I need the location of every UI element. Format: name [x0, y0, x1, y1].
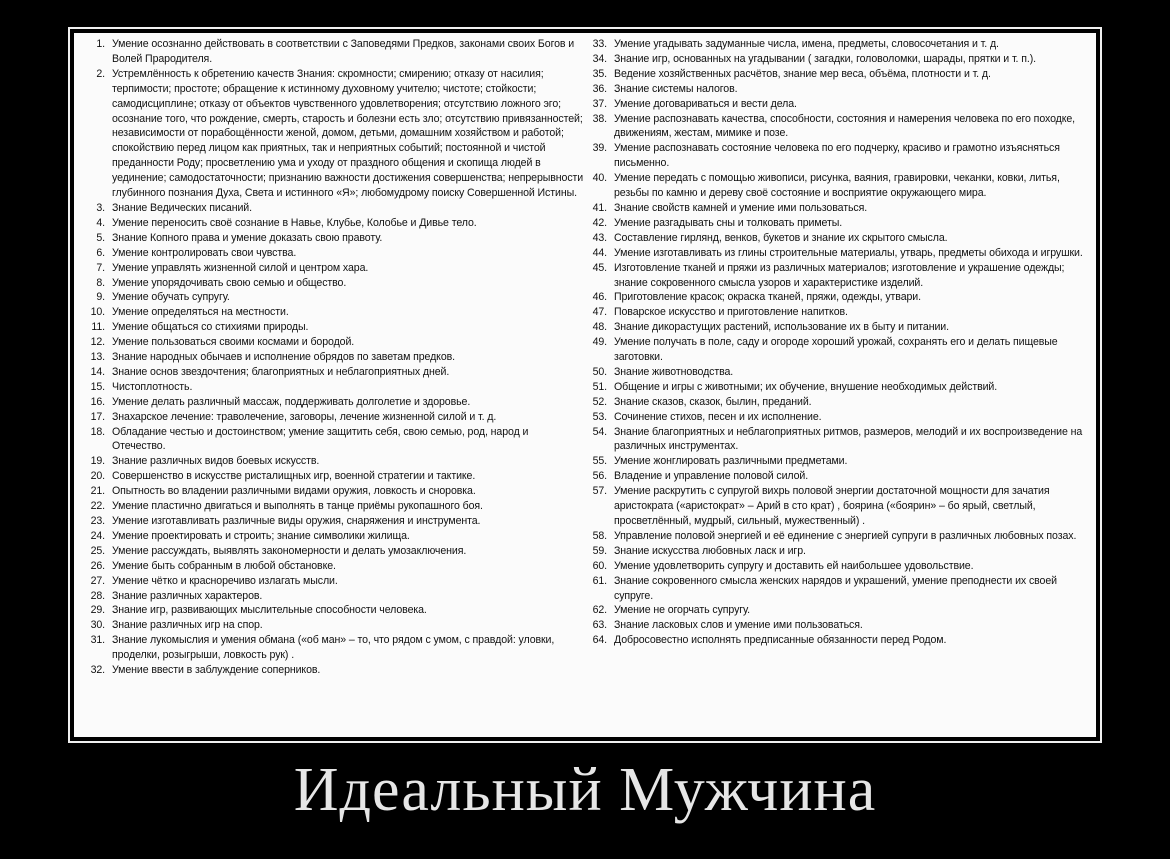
item-number: 12. — [90, 336, 105, 349]
item-text: Умение пластично двигаться и выполнять в танце приёмы рукопашного боя. — [112, 500, 483, 513]
item-text: Составление гирлянд, венков, букетов и знание их скрытого смысла. — [614, 231, 948, 244]
item-number: 33. — [592, 38, 607, 50]
list-item — [582, 52, 1092, 67]
item-number: 13. — [90, 351, 105, 364]
item-number: 20. — [90, 470, 105, 483]
item-text: Умение быть собранным в любой обстановке. — [112, 559, 336, 572]
list-item — [80, 350, 584, 365]
item-number: 35. — [592, 67, 607, 80]
item-text: Умение разгадывать сны и толковать приметы. — [614, 216, 843, 229]
list-item — [582, 82, 1092, 97]
item-number: 45. — [592, 261, 607, 274]
item-text: Умение обучать супругу. — [112, 291, 230, 304]
list-item — [582, 231, 1092, 246]
list-item — [582, 97, 1092, 112]
list-item — [582, 425, 1092, 455]
text-panel — [74, 33, 1096, 737]
item-text: Знание ласковых слов и умение ими пользоваться. — [614, 619, 863, 632]
item-number: 55. — [592, 455, 607, 468]
item-number: 58. — [592, 529, 607, 542]
right-column — [582, 37, 1092, 648]
item-number: 15. — [90, 380, 105, 393]
item-text: Умение жонглировать различными предметами. — [614, 455, 848, 468]
item-text: Знание сокровенного смысла женских нарядов и украшений, умение преподнести их своей супруге. — [614, 574, 1057, 602]
list-item — [80, 246, 584, 261]
item-number: 32. — [90, 664, 105, 677]
item-text: Знание благоприятных и неблагоприятных ритмов, размеров, мелодий и их воспроизведение на различных инструментах. — [614, 425, 1083, 453]
item-text: Совершенство в искусстве ристалищных игр, военной стратегии и тактике. — [112, 470, 476, 483]
item-number: 3. — [96, 201, 105, 214]
list-item — [582, 380, 1092, 395]
item-text: Обладание честью и достоинством; умение защитить себя, свою семью, род, народ и Отечество. — [112, 425, 529, 453]
item-text: Знание народных обычаев и исполнение обрядов по заветам предков. — [112, 351, 455, 364]
list-item — [80, 276, 584, 291]
item-text: Умение рассуждать, выявлять закономерности и делать умозаключения. — [112, 544, 467, 557]
item-text: Умение переносить своё сознание в Навье, Клубье, Колобье и Дивье тело. — [112, 216, 477, 229]
list-item — [80, 589, 584, 604]
item-number: 57. — [592, 485, 607, 498]
list-item — [582, 633, 1092, 648]
item-text: Приготовление красок; окраска тканей, пряжи, одежды, утвари. — [614, 291, 921, 304]
list-item — [582, 365, 1092, 380]
list-item — [582, 261, 1092, 291]
item-text: Умение не огорчать супругу. — [614, 604, 751, 617]
list-item — [582, 335, 1092, 365]
item-number: 6. — [96, 246, 105, 259]
item-number: 10. — [90, 306, 105, 319]
list-item — [582, 544, 1092, 559]
item-text: Поварское искусство и приготовление напитков. — [614, 306, 848, 319]
item-number: 24. — [90, 529, 105, 542]
list-item — [582, 559, 1092, 574]
item-number: 48. — [592, 321, 607, 334]
item-number: 50. — [592, 365, 607, 378]
list-item — [582, 112, 1092, 142]
item-text: Умение чётко и красноречиво излагать мысли. — [112, 574, 338, 587]
item-number: 52. — [592, 395, 607, 408]
list-item — [582, 305, 1092, 320]
item-text: Знание игр, развивающих мыслительные способности человека. — [112, 604, 427, 617]
list-item — [80, 514, 584, 529]
list-item — [582, 246, 1092, 261]
item-text: Умение удовлетворить супругу и доставить ей наибольшее удовольствие. — [614, 559, 974, 572]
list-item — [80, 603, 584, 618]
item-text: Владение и управление половой силой. — [614, 470, 809, 483]
item-number: 19. — [90, 455, 105, 468]
item-number: 46. — [592, 291, 607, 304]
list-item — [582, 410, 1092, 425]
item-text: Управление половой энергией и её единение с энергией супруги в различных любовных позах. — [614, 529, 1077, 542]
item-number: 9. — [96, 291, 105, 304]
item-text: Умение распознавать качества, способности, состояния и намерения человека по его походке, движениям, жестам, мимике и позе. — [614, 112, 1075, 140]
item-number: 8. — [96, 276, 105, 289]
list-item — [80, 633, 584, 663]
item-number: 2. — [96, 67, 105, 80]
list-item — [582, 454, 1092, 469]
item-number: 41. — [592, 201, 607, 214]
item-text: Знание Ведических писаний. — [112, 201, 252, 214]
poster-caption: Идеальный Мужчина — [293, 756, 877, 824]
list-item — [80, 544, 584, 559]
item-text: Умение изготавливать из глины строительные материалы, утварь, предметы обихода и игрушки. — [614, 246, 1083, 259]
item-text: Умение раскрутить с супругой вихрь половой энергии достаточной мощности для зачатия аристократа («аристократ» – Арий в сто крат) , боярина («боярин» – бо ярый, светлый, просветлённый, мудрый, сильный, мужественный) . — [614, 485, 1050, 527]
list-item — [582, 171, 1092, 201]
item-number: 31. — [90, 634, 105, 647]
item-text: Знание сказов, сказок, былин, преданий. — [614, 395, 812, 408]
item-number: 21. — [90, 485, 105, 498]
list-item — [582, 320, 1092, 335]
item-text: Умение упорядочивать свою семью и общество. — [112, 276, 347, 289]
list-item — [582, 529, 1092, 544]
item-number: 64. — [592, 634, 607, 647]
item-text: Умение осознанно действовать в соответствии с Заповедями Предков, законами своих Богов и Волей Прародителя. — [112, 38, 575, 65]
list-item — [80, 67, 584, 201]
item-text: Знание дикорастущих растений, использование их в быту и питании. — [614, 321, 949, 334]
item-text: Ведение хозяйственных расчётов, знание мер веса, объёма, плотности и т. д. — [614, 67, 991, 80]
list-item — [80, 499, 584, 514]
item-number: 4. — [96, 216, 105, 229]
item-number: 5. — [96, 231, 105, 244]
item-text: Чистоплотность. — [112, 380, 193, 393]
item-text: Умение управлять жизненной силой и центром хара. — [112, 261, 369, 274]
list-item — [80, 484, 584, 499]
item-text: Знание различных видов боевых искусств. — [112, 455, 320, 468]
list-item — [80, 320, 584, 335]
item-number: 28. — [90, 589, 105, 602]
item-number: 43. — [592, 231, 607, 244]
item-text: Опытность во владении различными видами оружия, ловкость и сноровка. — [112, 485, 476, 498]
item-number: 25. — [90, 544, 105, 557]
item-number: 7. — [96, 261, 105, 274]
item-text: Умение делать различный массаж, поддерживать долголетие и здоровье. — [112, 395, 471, 408]
item-number: 14. — [90, 365, 105, 378]
list-item — [80, 216, 584, 231]
item-text: Устремлённость к обретению качеств Знания: скромности; смирению; отказу от насилия; терпимости; простоте; обращение к истинному духовному учителю; чистоте; стойкости; самодисциплине; отказу от объектов чувственного удовлетворения; отсутствию ложного эго; осознание того, что рождение, смерть, старость и болезни есть зло; отсутствию привязанностей; независимости от порабощённости женой, домом, детьми, домашним хозяйством и работой; спокойствию перед лицом как приятных, так и неприятных событий; постоянной и чистой преданности Роду; просветлению ума и уходу от праздного общения и скопища людей в уединение; самодостаточности; признанию важности достижения совершенства; непрерывности глубинного познания Духа, Света и истинного «Я»; любомудрому поиску Совершенной Истины. — [112, 67, 584, 200]
item-text: Умение ввести в заблуждение соперников. — [112, 664, 321, 677]
item-text: Знание различных игр на спор. — [112, 619, 263, 632]
item-number: 44. — [592, 246, 607, 259]
item-text: Умение определяться на местности. — [112, 306, 289, 319]
item-number: 36. — [592, 82, 607, 95]
item-text: Знание искусства любовных ласк и игр. — [614, 544, 806, 557]
item-number: 34. — [592, 52, 607, 65]
item-number: 40. — [592, 172, 607, 185]
item-number: 27. — [90, 574, 105, 587]
item-number: 16. — [90, 395, 105, 408]
item-text: Умение пользоваться своими космами и бородой. — [112, 336, 355, 349]
list-item — [80, 305, 584, 320]
list-item — [582, 484, 1092, 529]
list-item — [582, 37, 1092, 52]
list-item — [80, 335, 584, 350]
list-item — [582, 290, 1092, 305]
item-number: 18. — [90, 425, 105, 438]
item-text: Знание основ звездочтения; благоприятных и неблагоприятных дней. — [112, 365, 450, 378]
item-text: Умение общаться со стихиями природы. — [112, 321, 309, 334]
list-item — [80, 365, 584, 380]
item-number: 60. — [592, 559, 607, 572]
item-number: 37. — [592, 97, 607, 110]
list-item — [80, 574, 584, 589]
item-text: Изготовление тканей и пряжи из различных материалов; изготовление и украшение одежды; знание сокровенного смысла узоров и характеристике изделий. — [614, 261, 1065, 289]
item-number: 38. — [592, 112, 607, 125]
item-text: Знание игр, основанных на угадывании ( загадки, головоломки, шарады, прятки и т. п.). — [614, 52, 1036, 65]
item-text: Знание различных характеров. — [112, 589, 263, 602]
item-number: 61. — [592, 574, 607, 587]
item-number: 42. — [592, 216, 607, 229]
list-item — [80, 410, 584, 425]
list-item — [80, 231, 584, 246]
item-text: Умение изготавливать различные виды оружия, снаряжения и инструмента. — [112, 515, 481, 527]
item-text: Умение передать с помощью живописи, рисунка, ваяния, гравировки, чеканки, ковки, литья, резьбы по камню и дереву своё состояние и восприятие окружающего мира. — [614, 172, 1060, 200]
item-text: Сочинение стихов, песен и их исполнение. — [614, 410, 822, 423]
list-item — [582, 141, 1092, 171]
item-number: 59. — [592, 544, 607, 557]
list-item — [582, 201, 1092, 216]
item-number: 11. — [91, 321, 105, 334]
item-number: 47. — [592, 306, 607, 319]
item-text: Умение угадывать задуманные числа, имена, предметы, словосочетания и т. д. — [614, 38, 999, 50]
list-item — [80, 290, 584, 305]
item-number: 62. — [592, 604, 607, 617]
item-text: Добросовестно исполнять предписанные обязанности перед Родом. — [614, 634, 947, 647]
list-item — [80, 395, 584, 410]
item-number: 23. — [90, 515, 105, 527]
item-text: Знание системы налогов. — [614, 82, 738, 95]
list-item — [582, 395, 1092, 410]
list-item — [80, 261, 584, 276]
list-item — [80, 529, 584, 544]
item-number: 56. — [592, 470, 607, 483]
list-item — [80, 201, 584, 216]
item-text: Умение контролировать свои чувства. — [112, 246, 297, 259]
list-item — [582, 216, 1092, 231]
item-text: Умение получать в поле, саду и огороде хороший урожай, сохранять его и делать пищевые заготовки. — [614, 336, 1058, 364]
list-item — [80, 559, 584, 574]
list-item — [80, 37, 584, 67]
item-number: 29. — [90, 604, 105, 617]
item-text: Умение проектировать и строить; знание символики жилища. — [112, 529, 410, 542]
list-item — [80, 663, 584, 678]
item-text: Знание лукомыслия и умения обмана («об ман» – то, что рядом с умом, с правдой: уловки, проделки, розыгрыши, ловкость рук) . — [112, 634, 555, 662]
item-number: 17. — [90, 410, 105, 423]
list-item — [582, 67, 1092, 82]
item-number: 54. — [592, 425, 607, 438]
item-text: Знахарское лечение: траволечение, заговоры, лечение жизненной силой и т. д. — [112, 410, 497, 423]
list-item — [80, 454, 584, 469]
list-item — [582, 618, 1092, 633]
item-number: 26. — [90, 559, 105, 572]
item-number: 22. — [90, 500, 105, 513]
item-number: 63. — [592, 619, 607, 632]
list-item — [80, 380, 584, 395]
item-number: 51. — [592, 380, 607, 393]
item-number: 30. — [90, 619, 105, 632]
left-column — [80, 37, 584, 678]
list-item — [582, 574, 1092, 604]
item-number: 49. — [592, 336, 607, 349]
list-item — [80, 469, 584, 484]
item-text: Умение распознавать состояние человека по его подчерку, красиво и грамотно изъясняться письменно. — [614, 142, 1060, 170]
item-number: 53. — [592, 410, 607, 423]
item-text: Умение договариваться и вести дела. — [614, 97, 797, 110]
item-text: Общение и игры с животными; их обучение, внушение необходимых действий. — [614, 380, 998, 393]
item-number: 39. — [592, 142, 607, 155]
list-item — [582, 469, 1092, 484]
list-item — [80, 618, 584, 633]
item-text: Знание Копного права и умение доказать свою правоту. — [112, 231, 383, 244]
item-number: 1. — [96, 38, 105, 50]
list-item — [582, 603, 1092, 618]
list-item — [80, 425, 584, 455]
item-text: Знание свойств камней и умение ими пользоваться. — [614, 201, 868, 214]
item-text: Знание животноводства. — [614, 365, 734, 378]
